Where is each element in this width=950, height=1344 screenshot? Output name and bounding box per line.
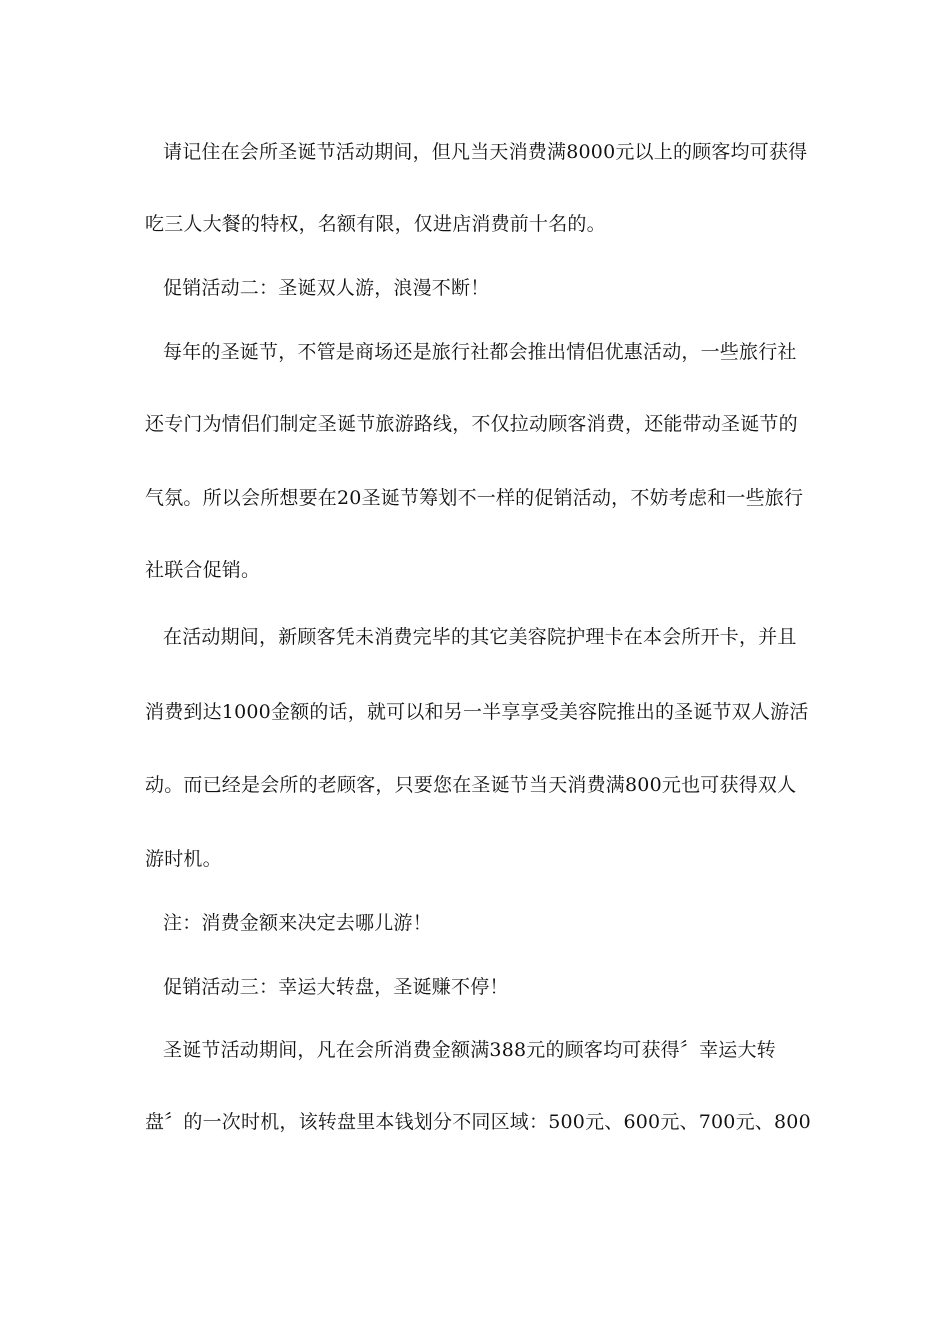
paragraph-line-4: 每年的圣诞节，不管是商场还是旅行社都会推出情侣优惠活动，一些旅行社 [163,341,797,363]
paragraph-line-2: 吃三人大餐的特权，名额有限，仅进店消费前十名的。 [145,213,606,235]
paragraph-line-15: 盘〞的一次时机，该转盘里本钱划分不同区域：500元、600元、700元、800 [145,1111,811,1133]
paragraph-line-7: 社联合促销。 [145,559,261,581]
section-heading-activity-2: 促销活动二：圣诞双人游，浪漫不断！ [163,277,490,299]
note-line: 注：消费金额来决定去哪儿游！ [163,912,432,934]
paragraph-line-10: 动。而已经是会所的老顾客，只要您在圣诞节当天消费满800元也可获得双人 [145,774,797,796]
paragraph-line-6: 气氛。所以会所想要在20圣诞节筹划不一样的促销活动，不妨考虑和一些旅行 [145,487,804,509]
paragraph-line-8: 在活动期间，新顾客凭未消费完毕的其它美容院护理卡在本会所开卡，并且 [163,626,797,648]
paragraph-line-9: 消费到达1000金额的话，就可以和另一半享享受美容院推出的圣诞节双人游活 [145,701,809,723]
paragraph-line-1: 请记住在会所圣诞节活动期间，但凡当天消费满8000元以上的顾客均可获得 [163,141,808,163]
section-heading-activity-3: 促销活动三：幸运大转盘，圣诞赚不停！ [163,976,509,998]
paragraph-line-11: 游时机。 [145,848,222,870]
paragraph-line-14: 圣诞节活动期间，凡在会所消费金额满388元的顾客均可获得〞幸运大转 [163,1039,776,1061]
paragraph-line-5: 还专门为情侣们制定圣诞节旅游路线，不仅拉动顾客消费，还能带动圣诞节的 [145,413,798,435]
